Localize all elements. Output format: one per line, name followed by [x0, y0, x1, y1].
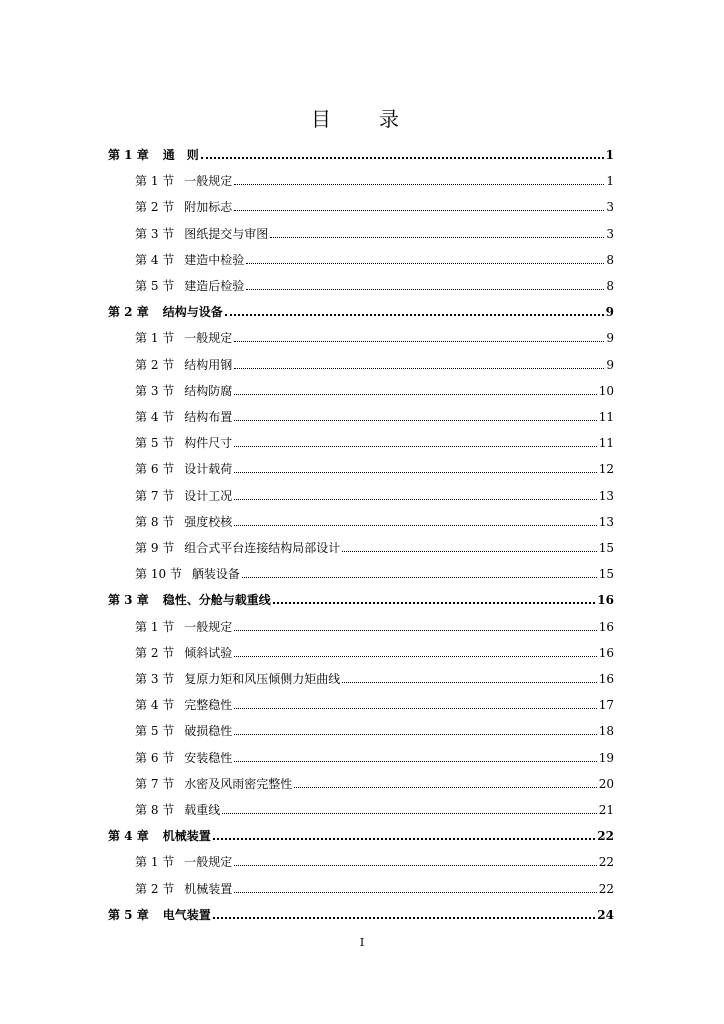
- toc-entry-number: 第 1 节: [135, 331, 175, 346]
- dot-leader: [242, 577, 597, 578]
- dot-leader: [234, 341, 604, 342]
- toc-section-row[interactable]: [135, 458, 614, 476]
- toc-entry-number: 第 2 章: [108, 305, 149, 320]
- toc-chapter-row[interactable]: [108, 825, 614, 843]
- toc-section-row[interactable]: [135, 275, 614, 293]
- toc-entry-number: 第 8 节: [135, 514, 175, 529]
- toc-entry-page: 13: [598, 488, 614, 503]
- toc-entry-number: 第 2 节: [135, 200, 175, 215]
- toc-entry-label: 附加标志: [184, 200, 233, 215]
- toc-section-row[interactable]: [135, 354, 614, 372]
- toc-section-row[interactable]: [135, 616, 614, 634]
- dot-leader: [234, 472, 596, 473]
- toc-entry-number: 第 4 节: [135, 698, 175, 713]
- toc-section-row[interactable]: [135, 249, 614, 267]
- toc-entry-page: 16: [598, 645, 614, 660]
- dot-leader: [342, 682, 596, 683]
- toc-section-row[interactable]: [135, 694, 614, 712]
- toc-entry-number: 第 3 节: [135, 672, 175, 686]
- toc-chapter-row[interactable]: [108, 144, 614, 162]
- toc-entry-number: 第 3 节: [135, 383, 175, 398]
- toc-entry-number: 第 6 节: [135, 462, 175, 477]
- toc-entry-label: 组合式平台连接结构局部设计: [184, 541, 341, 555]
- dot-leader: [234, 892, 596, 893]
- toc-section-row[interactable]: [135, 668, 614, 686]
- toc-entry-page: 9: [606, 357, 614, 372]
- toc-entry-page: 19: [598, 750, 614, 765]
- dot-leader: [273, 602, 596, 604]
- toc-entry-label: 结构用钢: [184, 357, 233, 372]
- toc-section-row[interactable]: [135, 878, 614, 896]
- toc-section-row[interactable]: [135, 720, 614, 738]
- toc-entry-page: 17: [598, 698, 614, 713]
- toc-entry-label: 破损稳性: [184, 724, 233, 739]
- toc-entry-label: 结构防腐: [184, 383, 233, 398]
- toc-entry-label: 一般规定: [184, 174, 233, 189]
- dot-leader: [246, 289, 604, 290]
- toc-section-row[interactable]: [135, 799, 614, 817]
- toc-entry-number: 第 5 节: [135, 279, 175, 293]
- toc-section-row[interactable]: [135, 406, 614, 424]
- toc-entry-number: 第 10 节: [135, 567, 182, 582]
- toc-entry-label: 一般规定: [184, 331, 233, 346]
- dot-leader: [234, 708, 596, 709]
- toc-entry-label: 建造中检验: [184, 252, 245, 267]
- toc-entry-page: 18: [598, 724, 614, 739]
- toc-entry-label: 复原力矩和风压倾侧力矩曲线: [184, 672, 341, 686]
- toc-entry-number: 第 5 节: [135, 436, 175, 451]
- toc-entry-number: 第 4 章: [108, 829, 149, 844]
- page-title: 目 录: [311, 107, 413, 131]
- toc-entry-number: 第 5 节: [135, 724, 175, 739]
- dot-leader: [270, 237, 604, 238]
- toc-entry-label: 设计载荷: [184, 462, 233, 477]
- toc-section-row[interactable]: [135, 773, 614, 791]
- toc-section-row[interactable]: [135, 223, 614, 241]
- toc-section-row[interactable]: [135, 327, 614, 345]
- toc-entry-page: 1: [605, 148, 614, 162]
- toc-entry-label: 建造后检验: [184, 279, 245, 293]
- toc-entry-page: 8: [606, 279, 614, 293]
- toc-entry-page: 8: [606, 252, 614, 267]
- dot-leader: [234, 368, 604, 369]
- toc-entry-label: 结构布置: [184, 410, 233, 424]
- dot-leader: [201, 157, 604, 159]
- toc-entry-page: 10: [598, 383, 614, 398]
- dot-leader: [234, 394, 596, 395]
- toc-entry-number: 第 4 节: [135, 410, 175, 424]
- toc-entry-page: 15: [598, 541, 614, 555]
- toc-entry-label: 完整稳性: [184, 698, 233, 713]
- toc-section-row[interactable]: [135, 642, 614, 660]
- toc-entry-label: 安装稳性: [184, 750, 233, 765]
- toc-entry-page: 13: [598, 514, 614, 529]
- toc-entry-number: 第 7 节: [135, 776, 175, 791]
- toc-entry-label: 一般规定: [184, 619, 233, 634]
- toc-entry-page: 16: [598, 672, 614, 686]
- dot-leader: [234, 210, 604, 211]
- toc-entry-label: 构件尺寸: [184, 436, 233, 451]
- dot-leader: [234, 761, 596, 762]
- toc-entry-label: 图纸提交与审图: [184, 226, 269, 241]
- dot-leader: [342, 551, 596, 552]
- toc-entry-number: 第 8 节: [135, 803, 175, 817]
- dot-leader: [234, 184, 604, 185]
- toc-entry-number: 第 1 节: [135, 619, 175, 634]
- dot-leader: [294, 787, 596, 788]
- toc-entry-page: 16: [597, 593, 614, 608]
- dot-leader: [222, 813, 596, 814]
- dot-leader: [234, 420, 596, 421]
- toc-entry-label: 舾装设备: [191, 567, 240, 582]
- dot-leader: [234, 656, 596, 657]
- toc-entry-label: 稳性、分舱与载重线: [162, 593, 271, 608]
- toc-section-row[interactable]: [135, 511, 614, 529]
- toc-entry-number: 第 3 节: [135, 226, 175, 241]
- toc-entry-label: 强度校核: [184, 514, 233, 529]
- toc-entry-label: 电气装置: [162, 907, 211, 922]
- toc-entry-page: 9: [606, 331, 614, 346]
- dot-leader: [246, 263, 604, 264]
- toc-entry-number: 第 6 节: [135, 750, 175, 765]
- toc-entry-label: 一般规定: [184, 855, 233, 870]
- toc-entry-number: 第 1 节: [135, 174, 175, 189]
- toc-entry-page: 22: [598, 881, 614, 896]
- toc-entry-page: 1: [606, 174, 614, 189]
- toc-entry-page: 15: [598, 567, 614, 582]
- toc-section-row[interactable]: [135, 485, 614, 503]
- toc-entry-label: 水密及风雨密完整性: [184, 776, 293, 791]
- toc-entry-page: 3: [606, 226, 614, 241]
- toc-entry-page: 12: [598, 462, 614, 477]
- toc-entry-page: 24: [597, 907, 614, 922]
- toc-entry-page: 11: [598, 410, 614, 424]
- toc-entry-number: 第 2 节: [135, 881, 175, 896]
- dot-leader: [213, 838, 596, 840]
- toc-section-row[interactable]: [135, 563, 614, 581]
- toc-entry-number: 第 5 章: [108, 907, 149, 922]
- dot-leader: [234, 446, 596, 447]
- toc-section-row[interactable]: [135, 380, 614, 398]
- dot-leader: [234, 499, 596, 500]
- dot-leader: [213, 917, 596, 919]
- toc-entry-number: 第 2 节: [135, 645, 175, 660]
- toc-entry-label: 机械装置: [162, 829, 211, 844]
- toc-entry-page: 20: [598, 776, 614, 791]
- toc-entry-page: 11: [598, 436, 614, 451]
- dot-leader: [234, 525, 596, 526]
- toc-entry-number: 第 1 章: [108, 148, 149, 162]
- toc-entry-number: 第 3 章: [108, 593, 149, 608]
- toc-chapter-row[interactable]: [108, 589, 614, 607]
- toc-entry-label: 机械装置: [184, 881, 233, 896]
- dot-leader: [234, 734, 596, 735]
- dot-leader: [234, 865, 596, 866]
- toc-entry-page: 3: [606, 200, 614, 215]
- toc-entry-page: 22: [598, 855, 614, 870]
- toc-section-row[interactable]: [135, 432, 614, 450]
- toc-entry-number: 第 7 节: [135, 488, 175, 503]
- toc-entry-page: 16: [598, 619, 614, 634]
- toc-section-row[interactable]: [135, 747, 614, 765]
- toc-section-row[interactable]: [135, 196, 614, 214]
- toc-entry-number: 第 4 节: [135, 252, 175, 267]
- page-number-footer: I: [359, 936, 365, 949]
- toc-section-row[interactable]: [135, 851, 614, 869]
- dot-leader: [234, 630, 596, 631]
- toc-entry-page: 21: [598, 803, 614, 817]
- toc-section-row[interactable]: [135, 537, 614, 555]
- toc-entry-number: 第 1 节: [135, 855, 175, 870]
- toc-chapter-row[interactable]: [108, 301, 614, 319]
- toc-entry-page: 22: [597, 829, 614, 844]
- toc-entry-label: 倾斜试验: [184, 645, 233, 660]
- toc-entry-label: 载重线: [184, 803, 221, 817]
- toc-entry-label: 结构与设备: [162, 305, 223, 320]
- toc-entry-number: 第 9 节: [135, 541, 175, 555]
- toc-entry-page: 9: [605, 305, 614, 320]
- dot-leader: [225, 314, 604, 316]
- toc-entry-label: 设计工况: [184, 488, 233, 503]
- toc-entry-number: 第 2 节: [135, 357, 175, 372]
- toc-section-row[interactable]: [135, 170, 614, 188]
- toc-chapter-row[interactable]: [108, 904, 614, 922]
- toc-entry-label: 通 则: [162, 148, 199, 162]
